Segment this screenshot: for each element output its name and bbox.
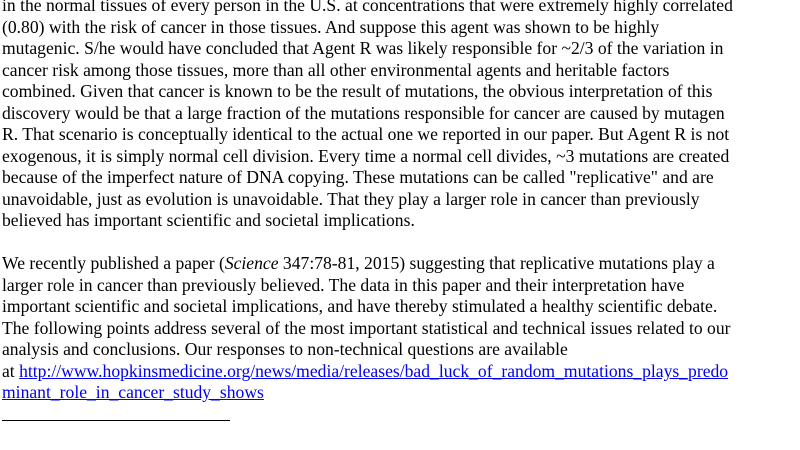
paragraph-2-line: important scientific and societal implications, and have thereby stimulated a healthy scientific debate. (2, 296, 718, 316)
paragraph-2-line: analysis and conclusions. Our responses to non-technical questions are available (2, 339, 568, 359)
paragraph-1-line: unavoidable, just as evolution is unavoidable. That they play a larger role in cancer than previously (2, 189, 700, 209)
paragraph-2-line: larger role in cancer than previously believed. The data in this paper and their interpretation have (2, 275, 685, 295)
paragraph-1-line: R. That scenario is conceptually identical to the actual one we reported in our paper. But Agent R is not (2, 124, 730, 144)
link-prefix: at (2, 361, 20, 381)
paragraph-1-line: combined. Given that cancer is known to be the result of mutations, the obvious interpretation of this (2, 81, 713, 101)
paragraph-2-text: We recently published a paper ( (2, 253, 225, 273)
paragraph-2-text: 347:78-81, 2015) suggesting that replicative mutations play a (278, 253, 715, 273)
paragraph-1-line: in the normal tissues of every person in the U.S. at concentrations that were extremely highly correlated (2, 0, 733, 15)
paragraph-1-line: exogenous, it is simply normal cell division. Every time a normal cell divides, ~3 mutations are created (2, 146, 730, 166)
paragraph-1-line: because of the imperfect nature of DNA copying. These mutations can be called "replicative" and are (2, 167, 714, 187)
paragraph-2-line (2, 252, 715, 274)
paragraph-2-line: The following points address several of the most important statistical and technical issues related to our (2, 318, 731, 338)
paragraph-2-line (2, 360, 728, 382)
paragraph-1-line: believed has important scientific and societal implications. (2, 210, 415, 230)
journal-name: Science (224, 253, 279, 273)
paragraph-1-line: cancer risk among those tissues, more than all other environmental agents and heritable factors (2, 60, 670, 80)
press-release-link[interactable]: http://www.hopkinsmedicine.org/news/media/releases/bad_luck_of_random_mutations_plays_predo (19, 361, 729, 381)
paragraph-1-line: discovery would be that a large fraction of the mutations responsible for cancer are caused by mutagen (2, 103, 725, 123)
paragraph-2-line (2, 381, 264, 403)
paragraph-1-line: mutagenic. S/he would have concluded that Agent R was likely responsible for ~2/3 of the variation in (2, 38, 724, 58)
paragraph-1-line: (0.80) with the risk of cancer in those tissues. And suppose this agent was shown to be highly (2, 17, 660, 37)
press-release-link-continued[interactable]: minant_role_in_cancer_study_shows (2, 382, 264, 402)
footnote-separator (2, 420, 230, 421)
